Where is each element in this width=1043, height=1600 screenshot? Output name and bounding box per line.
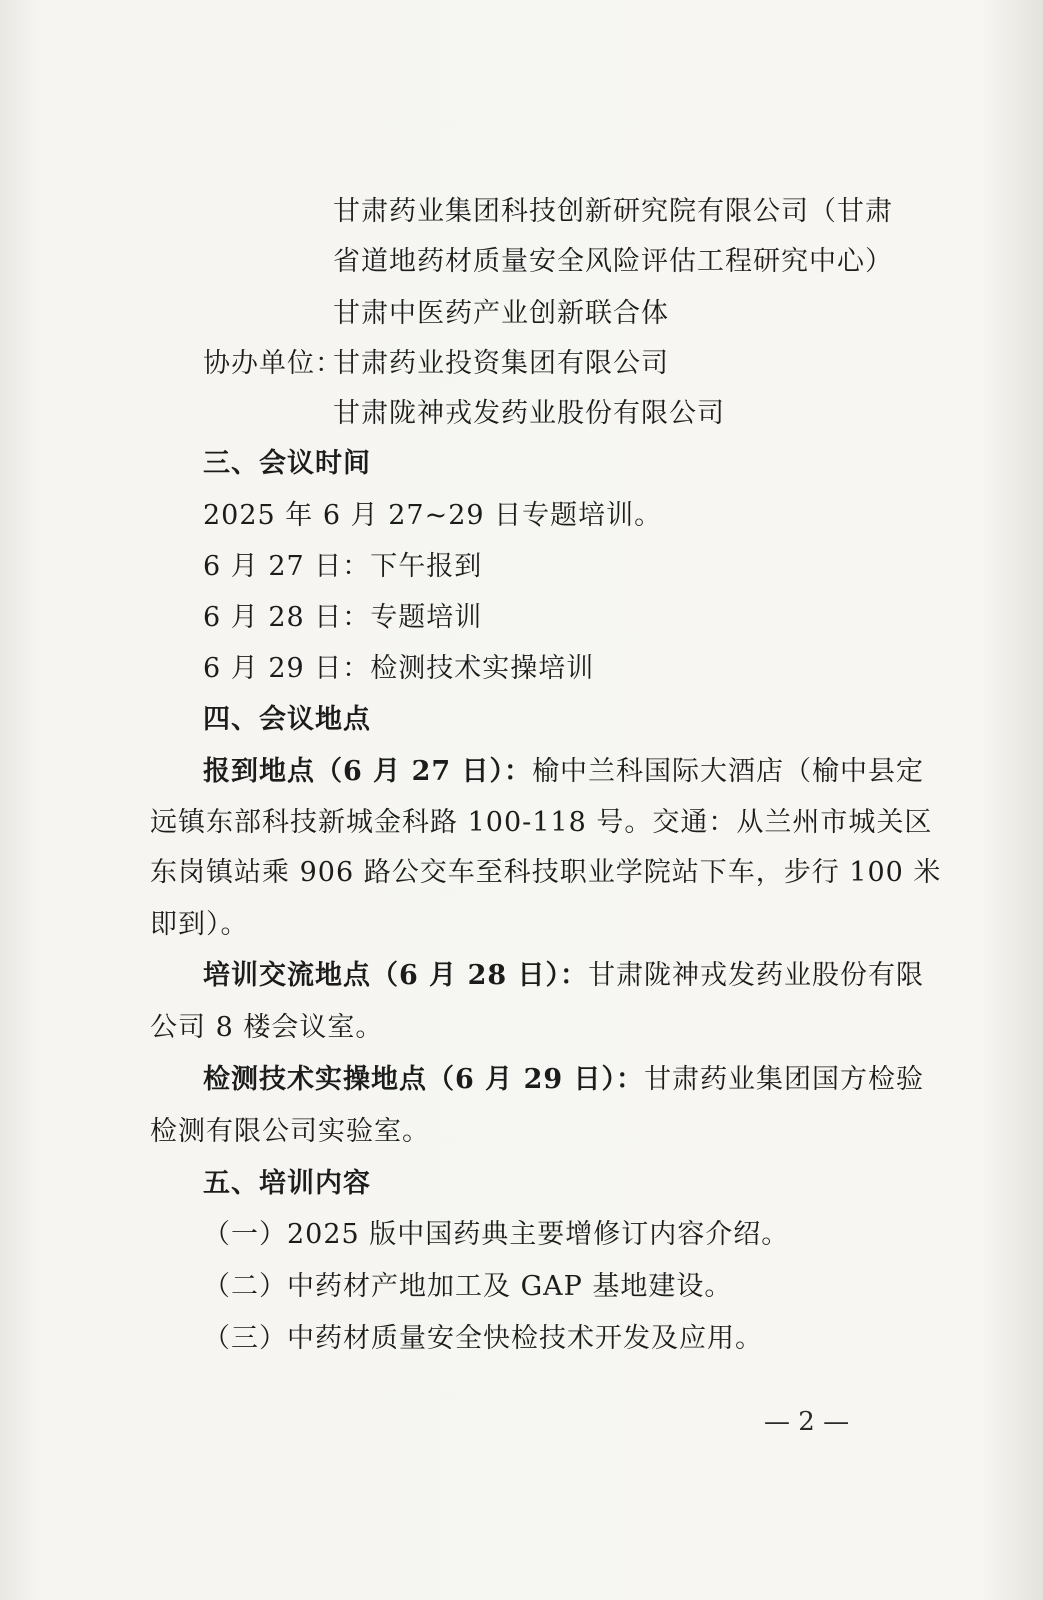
section-3-heading: 三、会议时间: [203, 448, 371, 479]
checkin-paragraph-line-3: 东岗镇站乘 906 路公交车至科技职业学院站下车，步行 100 米: [150, 857, 942, 888]
training-label: 培训交流地点（6 月 28 日）：: [203, 960, 589, 991]
lab-label: 检测技术实操地点（6 月 29 日）：: [203, 1064, 645, 1095]
section-5-heading: 五、培训内容: [203, 1168, 371, 1199]
checkin-paragraph-line-2: 远镇东部科技新城金科路 100-118 号。交通：从兰州市城关区: [150, 807, 933, 838]
lab-paragraph-line-2: 检测有限公司实验室。: [150, 1116, 430, 1147]
organizer-line-1: 甘肃药业集团科技创新研究院有限公司（甘肃: [333, 196, 893, 227]
training-paragraph-line-1: [203, 958, 924, 994]
organizer-line-2: 省道地药材质量安全风险评估工程研究中心）: [333, 246, 893, 277]
checkin-label: 报到地点（6 月 27 日）：: [203, 756, 533, 787]
co-organizer-item-1: 甘肃药业投资集团有限公司: [333, 348, 669, 379]
training-text-1: 甘肃陇神戎发药业股份有限: [588, 960, 925, 991]
meeting-time-summary: 2025 年 6 月 27~29 日专题培训。: [203, 500, 663, 531]
organizer-line-3: 甘肃中医药产业创新联合体: [333, 298, 669, 329]
co-organizer-label: 协办单位：: [203, 348, 343, 379]
lab-paragraph-line-1: [203, 1062, 924, 1098]
training-content-item-3: （三）中药材质量安全快检技术开发及应用。: [203, 1323, 763, 1354]
section-4-heading: 四、会议地点: [203, 704, 371, 735]
checkin-paragraph-line-4: 即到）。: [150, 909, 249, 940]
training-content-item-2: （二）中药材产地加工及 GAP 基地建设。: [203, 1271, 733, 1302]
lab-text-1: 甘肃药业集团国方检验: [644, 1064, 925, 1095]
meeting-time-day-2: 6 月 28 日：专题培训: [203, 602, 483, 633]
page-number: — 2 —: [764, 1407, 850, 1437]
checkin-paragraph-line-1: [203, 754, 924, 790]
training-paragraph-line-2: 公司 8 楼会议室。: [150, 1012, 384, 1043]
meeting-time-day-3: 6 月 29 日：检测技术实操培训: [203, 653, 595, 684]
co-organizer-item-2: 甘肃陇神戎发药业股份有限公司: [333, 398, 725, 429]
meeting-time-day-1: 6 月 27 日：下午报到: [203, 551, 483, 582]
checkin-text-1: 榆中兰科国际大酒店（榆中县定: [532, 756, 925, 787]
training-content-item-1: （一）2025 版中国药典主要增修订内容介绍。: [203, 1219, 790, 1250]
